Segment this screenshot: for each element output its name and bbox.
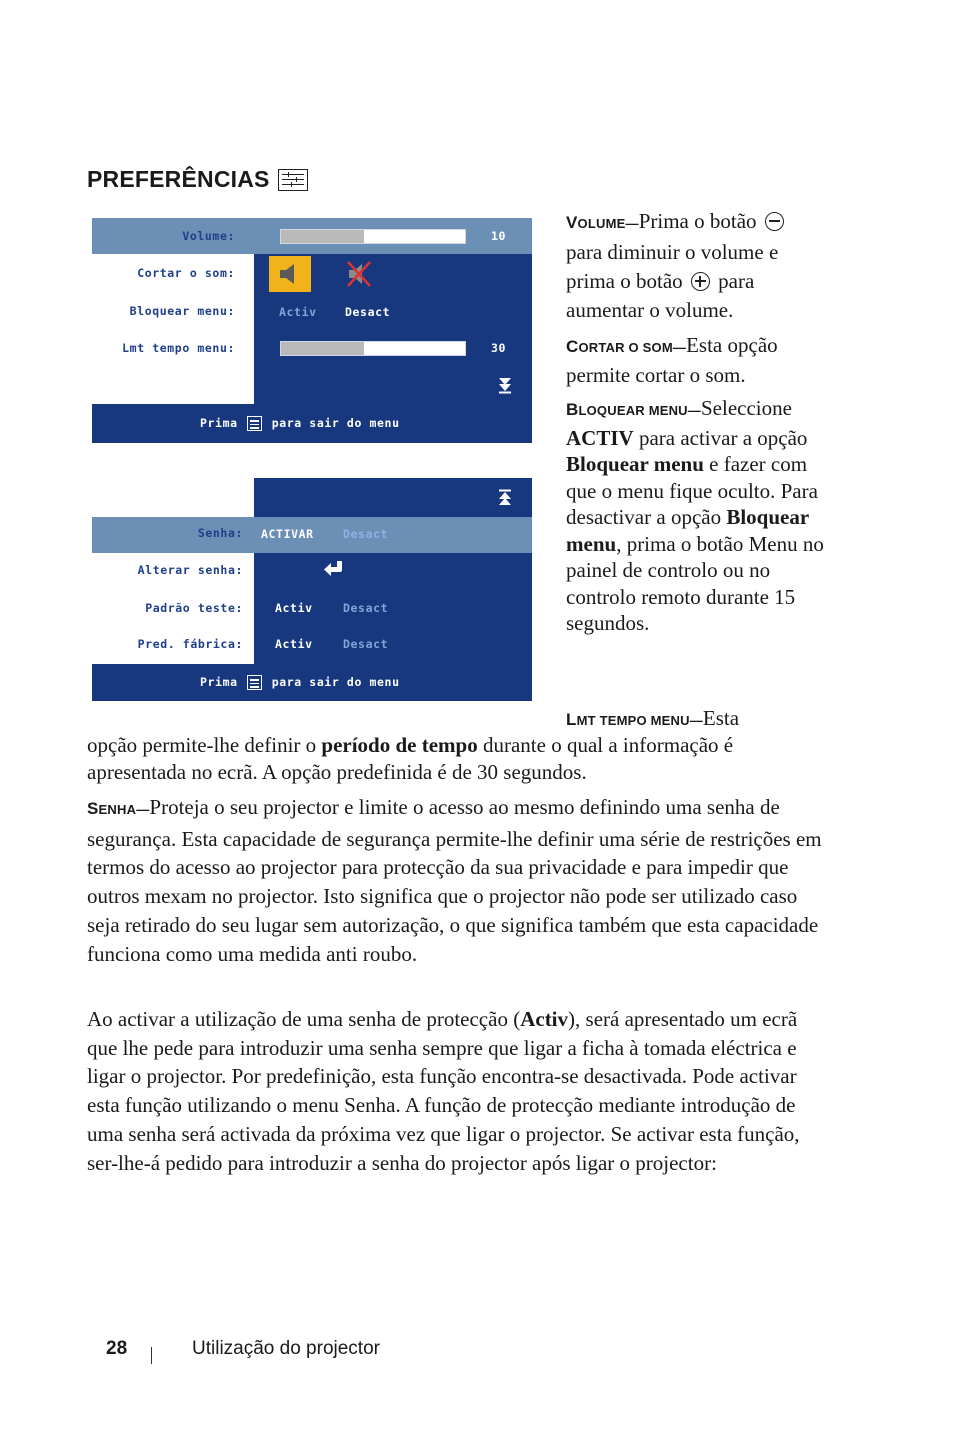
volume-heading: VOLUME—: [566, 213, 639, 232]
mute-text: Esta opção permite cortar o som.: [566, 333, 778, 387]
footer-prima: Prima: [200, 675, 238, 689]
mute-on-button[interactable]: [269, 256, 311, 292]
lock-menu-bold-2: Bloquear menu: [566, 505, 809, 556]
volume-slider[interactable]: [280, 229, 466, 244]
test-pattern-label: Padrão teste:: [145, 601, 243, 615]
menu-key-icon: [247, 416, 262, 431]
mute-description: [566, 332, 828, 388]
menu-timeout-value: 30: [491, 341, 507, 355]
password-heading: SENHA—: [87, 799, 150, 818]
plus-button-icon: [691, 272, 710, 291]
menu-timeout-description: opção permite-lhe definir o período de tempo durante o qual a informação é apresentada no ecrã. A opção predefinida é de 30 segundos.: [87, 733, 734, 784]
password-disable[interactable]: Desact: [343, 527, 389, 541]
lock-menu-on[interactable]: Activ: [279, 305, 317, 319]
mute-label: Cortar o som:: [137, 266, 235, 280]
scroll-down-icon[interactable]: [495, 375, 515, 395]
menu-timeout-heading-line: LMT TEMPO MENU—Esta: [566, 706, 740, 730]
speaker-icon: [269, 256, 311, 292]
footer-prima: Prima: [200, 416, 238, 430]
mute-off-button[interactable]: [342, 256, 378, 292]
enter-arrow-icon[interactable]: [322, 558, 346, 580]
footer-exit-text: para sair do menu: [271, 416, 400, 430]
lock-menu-label: Bloquear menu:: [129, 304, 235, 318]
lock-menu-heading: BLOQUEAR MENU—: [566, 400, 701, 419]
volume-description: [566, 207, 828, 325]
scroll-up-icon[interactable]: [495, 488, 515, 508]
menu-footer-hint: [200, 416, 400, 431]
activ-bold: Activ: [520, 1007, 569, 1031]
page-number: 28: [106, 1338, 128, 1359]
volume-value: 10: [491, 229, 507, 243]
footer-exit-text: para sair do menu: [271, 675, 400, 689]
password-label: Senha:: [197, 526, 243, 540]
lock-menu-off[interactable]: Desact: [345, 305, 391, 319]
factory-reset-on[interactable]: Activ: [275, 637, 313, 651]
preferences-icon: [278, 169, 308, 191]
menu-timeout-label: Lmt tempo menu:: [122, 341, 235, 355]
lock-menu-description: BLOQUEAR MENU—Seleccione ACTIV para activar a opção Bloquear menu e fazer com que o menu fique oculto. Para desactivar a opção Bloquear menu, prima o botão Menu no painel de controlo ou no controlo remoto durante 15 segundos.: [566, 396, 824, 635]
lock-menu-bold-1: Bloquear menu: [566, 452, 704, 476]
mute-heading: CORTAR O SOM—: [566, 337, 687, 356]
test-pattern-on[interactable]: Activ: [275, 601, 313, 615]
volume-label: Volume:: [182, 229, 235, 243]
volume-text-1: Prima o botão: [638, 209, 757, 233]
footer-divider: [151, 1347, 152, 1364]
osd-menu-security: [92, 478, 532, 701]
test-pattern-off[interactable]: Desact: [343, 601, 389, 615]
minus-button-icon: [765, 212, 784, 231]
menu-footer-hint: [200, 675, 400, 690]
osd-menu-audio: [92, 218, 532, 443]
volume-text-2: para diminuir o volume e prima o botão: [566, 240, 779, 293]
menu-key-icon: [247, 675, 262, 690]
change-password-label: Alterar senha:: [137, 563, 243, 577]
time-period-bold: período de tempo: [321, 733, 478, 757]
speaker-muted-icon: [342, 256, 378, 292]
section-heading: [87, 166, 308, 193]
password-description: SENHA—Proteja o seu projector e limite o acesso ao mesmo definindo uma senha de segurança. Esta capacidade de segurança permite-lhe definir uma série de restrições em termos do acesso ao projector para protecção da sua privacidade e para impedir que outros mexam no projector. Isto significa que o projector não pode ser utilizado caso seja retirado do seu lugar sem autorização, o que significa também que esta capacidade funciona como uma medida anti roubo.: [87, 795, 822, 966]
activ-bold: ACTIV: [566, 425, 634, 450]
menu-timeout-slider[interactable]: [280, 341, 466, 356]
volume-slider-fill: [281, 230, 364, 243]
section-title: PREFERÊNCIAS: [87, 166, 270, 192]
activation-paragraph: Ao activar a utilização de uma senha de protecção (Activ), será apresentado um ecrã que lhe pede para introduzir uma senha sempre que ligar a ficha à tomada eléctrica e ligar o projector. Por predefinição, esta função encontra-se desactivada. Pode activar esta função utilizando o menu Senha. A função de protecção mediante introdução de uma senha será activada da próxima vez que ligar o projector. Se activar esta função, ser-lhe-á pedido para introduzir a senha do projector após ligar o projector:: [87, 1007, 800, 1175]
factory-reset-off[interactable]: Desact: [343, 637, 389, 651]
menu-timeout-slider-fill: [281, 342, 364, 355]
menu-timeout-heading: LMT TEMPO MENU—: [566, 710, 703, 729]
volume-text-3: para aumentar o volume.: [566, 269, 755, 322]
factory-reset-label: Pred. fábrica:: [137, 637, 243, 651]
password-enable[interactable]: ACTIVAR: [261, 527, 314, 541]
footer-section-title: Utilização do projector: [192, 1338, 380, 1359]
